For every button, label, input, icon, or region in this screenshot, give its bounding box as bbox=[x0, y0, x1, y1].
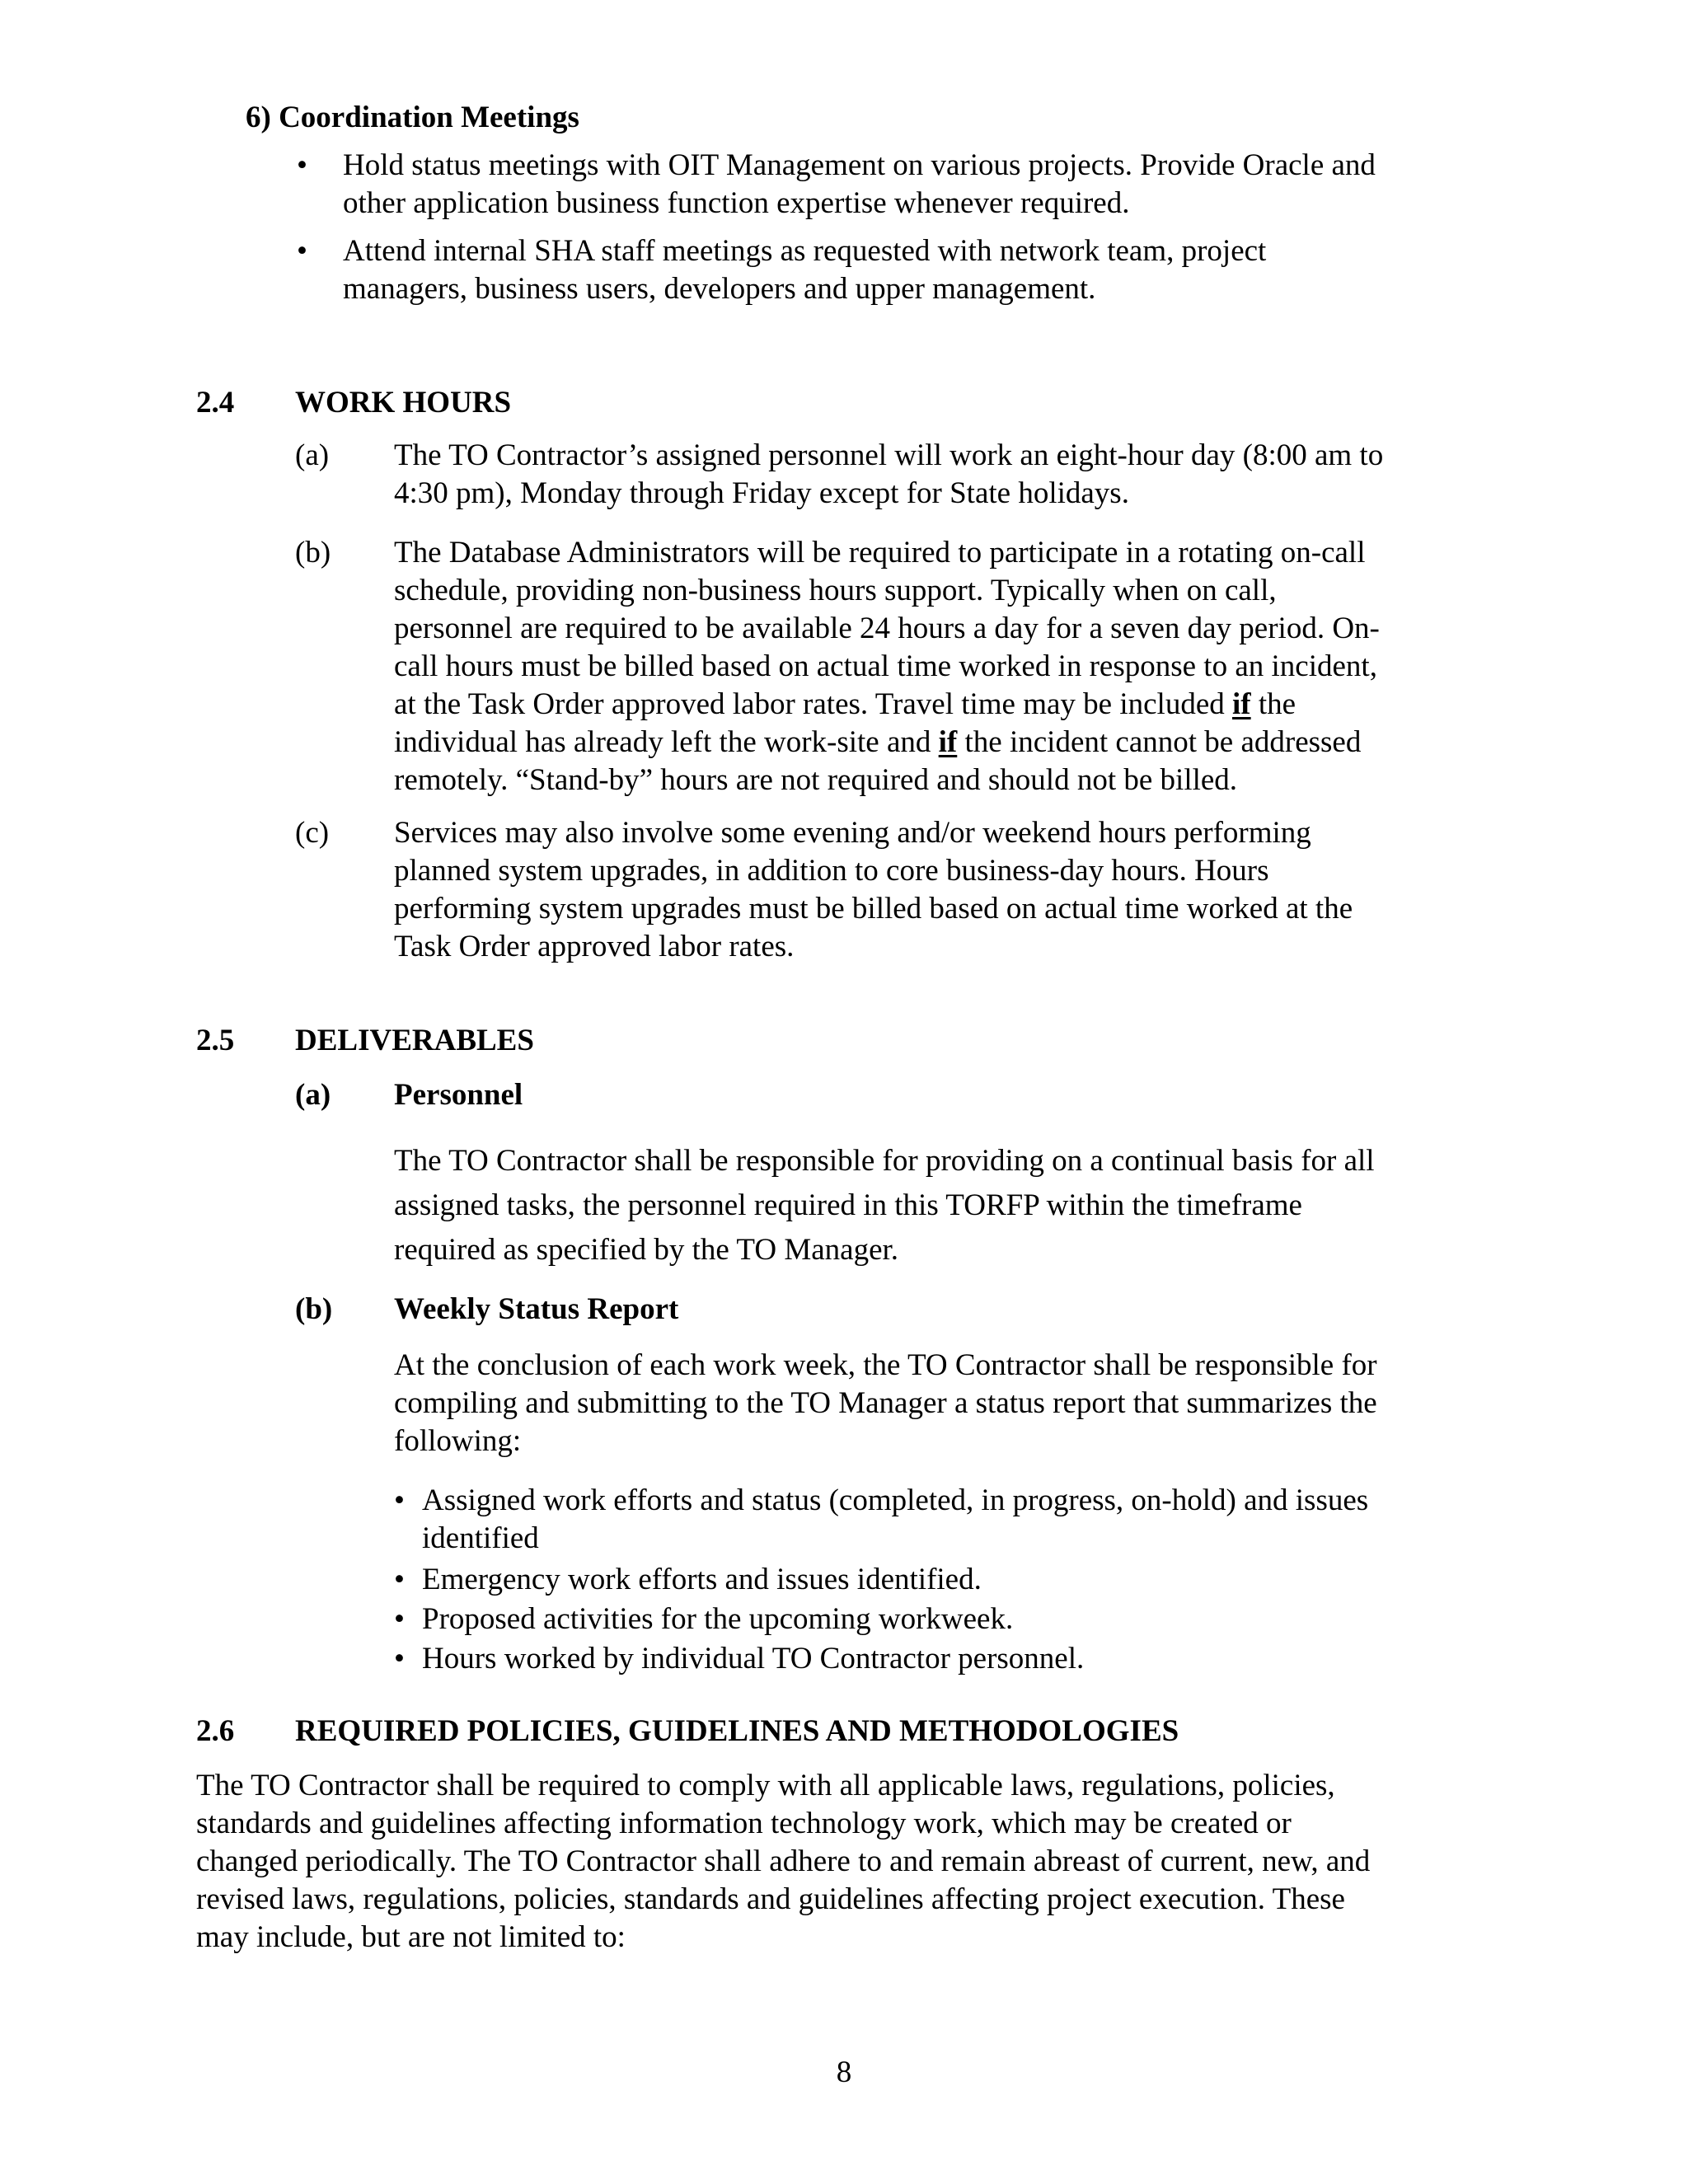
text-line: The Database Administrators will be required to participate in a rotating on-call bbox=[394, 536, 1366, 569]
section-title-work-hours: WORK HOURS bbox=[295, 386, 512, 419]
text-fragment: individual has already left the work-site and bbox=[394, 725, 939, 759]
item-label: (b) bbox=[295, 536, 331, 569]
section-title-required-policies: REQUIRED POLICIES, GUIDELINES AND METHODOLOGIES bbox=[295, 1714, 1179, 1748]
text-line: may include, but are not limited to: bbox=[196, 1920, 626, 1954]
subsection-title-personnel: Personnel bbox=[394, 1078, 523, 1112]
text-line: Task Order approved labor rates. bbox=[394, 930, 795, 963]
emphasis-if: if bbox=[938, 725, 958, 759]
text-line: remotely. “Stand-by” hours are not required and should not be billed. bbox=[394, 763, 1238, 797]
text-line: assigned tasks, the personnel required in this TORFP within the timeframe bbox=[394, 1188, 1302, 1222]
weekly-bullet-1 bbox=[422, 1482, 1368, 1558]
text-line bbox=[394, 686, 1380, 724]
section-number: 2.4 bbox=[196, 386, 235, 419]
section-number: 2.6 bbox=[196, 1714, 235, 1748]
text-line: managers, business users, developers and upper management. bbox=[343, 272, 1096, 306]
item-label: (a) bbox=[295, 438, 330, 472]
bullet-icon: • bbox=[297, 148, 307, 182]
bullet-icon: • bbox=[394, 1642, 405, 1675]
text-line: identified bbox=[422, 1521, 539, 1555]
text-line: 4:30 pm), Monday through Friday except for State holidays. bbox=[394, 476, 1129, 510]
coordination-heading: 6) Coordination Meetings bbox=[246, 101, 579, 134]
text-line: personnel are required to be available 24 hours a day for a seven day period. On- bbox=[394, 612, 1380, 645]
text-line: following: bbox=[394, 1424, 522, 1458]
text-line: Assigned work efforts and status (completed, in progress, on-hold) and issues bbox=[422, 1483, 1369, 1517]
text-line: required as specified by the TO Manager. bbox=[394, 1233, 899, 1267]
text-line: changed periodically. The TO Contractor shall adhere to and remain abreast of current, new, and bbox=[196, 1844, 1371, 1878]
text-fragment: at the Task Order approved labor rates. Travel time may be included bbox=[394, 687, 1233, 721]
text-line: planned system upgrades, in addition to core business-day hours. Hours bbox=[394, 854, 1269, 888]
emphasis-if: if bbox=[1232, 687, 1251, 721]
bullet-icon: • bbox=[394, 1602, 405, 1636]
text-line: call hours must be billed based on actual time worked in response to an incident, bbox=[394, 649, 1377, 683]
text-line: standards and guidelines affecting information technology work, which may be created or bbox=[196, 1807, 1292, 1840]
text-line: The TO Contractor’s assigned personnel will work an eight-hour day (8:00 am to bbox=[394, 438, 1384, 472]
section-title-deliverables: DELIVERABLES bbox=[295, 1024, 534, 1057]
text-line: Attend internal SHA staff meetings as requested with network team, project bbox=[343, 234, 1267, 268]
weekly-bullet-3: Proposed activities for the upcoming workweek. bbox=[422, 1602, 1014, 1636]
coordination-bullet-1 bbox=[343, 147, 1376, 223]
section-number: 2.5 bbox=[196, 1024, 235, 1057]
bullet-icon: • bbox=[297, 234, 307, 268]
text-line bbox=[394, 724, 1380, 762]
text-line: Services may also involve some evening and/or weekend hours performing bbox=[394, 816, 1311, 850]
bullet-icon: • bbox=[394, 1483, 405, 1517]
personnel-paragraph bbox=[394, 1139, 1375, 1272]
weekly-paragraph bbox=[394, 1347, 1377, 1460]
policies-paragraph bbox=[196, 1767, 1370, 1957]
text-fragment: the incident cannot be addressed bbox=[957, 725, 1362, 759]
coordination-bullet-2 bbox=[343, 232, 1266, 308]
text-line: schedule, providing non-business hours support. Typically when on call, bbox=[394, 574, 1277, 607]
weekly-bullet-4: Hours worked by individual TO Contractor personnel. bbox=[422, 1642, 1085, 1675]
bullet-icon: • bbox=[394, 1563, 405, 1596]
text-line: The TO Contractor shall be responsible for providing on a continual basis for all bbox=[394, 1144, 1375, 1178]
text-line: other application business function expertise whenever required. bbox=[343, 186, 1130, 220]
text-line: Hold status meetings with OIT Management on various projects. Provide Oracle and bbox=[343, 148, 1376, 182]
work-hours-item-c bbox=[394, 814, 1353, 966]
text-line: At the conclusion of each work week, the TO Contractor shall be responsible for bbox=[394, 1348, 1377, 1382]
text-line: compiling and submitting to the TO Manager a status report that summarizes the bbox=[394, 1386, 1377, 1420]
text-line: performing system upgrades must be billed based on actual time worked at the bbox=[394, 892, 1353, 926]
work-hours-item-a bbox=[394, 437, 1383, 513]
item-label: (b) bbox=[295, 1292, 333, 1326]
item-label: (c) bbox=[295, 816, 330, 850]
text-line: The TO Contractor shall be required to comply with all applicable laws, regulations, policies, bbox=[196, 1769, 1335, 1802]
page-number: 8 bbox=[836, 2055, 852, 2089]
text-line: revised laws, regulations, policies, standards and guidelines affecting project execution. These bbox=[196, 1882, 1345, 1916]
subsection-title-weekly-status-report: Weekly Status Report bbox=[394, 1292, 679, 1326]
work-hours-item-b bbox=[394, 534, 1380, 799]
weekly-bullet-2: Emergency work efforts and issues identified. bbox=[422, 1563, 982, 1596]
item-label: (a) bbox=[295, 1078, 331, 1112]
text-fragment: the bbox=[1250, 687, 1296, 721]
